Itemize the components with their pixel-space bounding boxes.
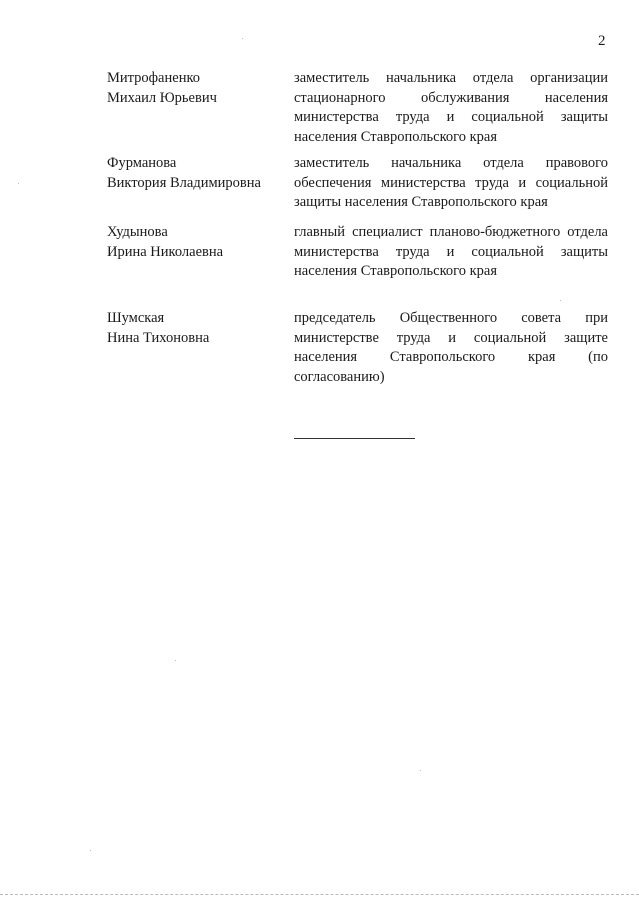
member-surname: Фурманова xyxy=(107,155,177,171)
member-position: заместитель начальника отдела правового обеспечения министерства труда и социальной защиты населения Ставропольского края xyxy=(294,155,608,210)
member-surname: Митрофаненко xyxy=(107,70,201,86)
scan-speck xyxy=(90,850,91,851)
member-given-names: Нина Тихоновна xyxy=(107,329,210,346)
member-surname: Худынова xyxy=(107,224,168,240)
member-position: главный специалист планово-бюджетного отдела министерства труда и социальной защиты населения Ставропольского края xyxy=(294,224,608,279)
scan-speck xyxy=(560,300,561,301)
member-position: заместитель начальника отдела организации стационарного обслуживания населения министерства труда и социальной защиты населения Ставропольского края xyxy=(294,70,608,145)
member-surname: Шумская xyxy=(107,310,165,326)
member-name xyxy=(107,69,282,108)
scan-speck xyxy=(175,660,176,661)
member-name xyxy=(107,154,282,193)
member-name xyxy=(107,309,282,348)
scan-speck xyxy=(420,770,421,771)
page-number: 2 xyxy=(598,33,606,49)
scan-speck xyxy=(242,38,243,39)
closing-separator-line xyxy=(294,438,415,439)
member-given-names: Виктория Владимировна xyxy=(107,174,261,191)
scan-edge-line xyxy=(0,894,639,895)
member-name xyxy=(107,223,282,262)
scan-speck xyxy=(18,183,19,184)
member-given-names: Михаил Юрьевич xyxy=(107,89,217,106)
member-given-names: Ирина Николаевна xyxy=(107,243,224,260)
member-position: председатель Общественного совета при министерстве труда и социальной защите населения Ставропольского края (по согласованию) xyxy=(294,310,608,385)
